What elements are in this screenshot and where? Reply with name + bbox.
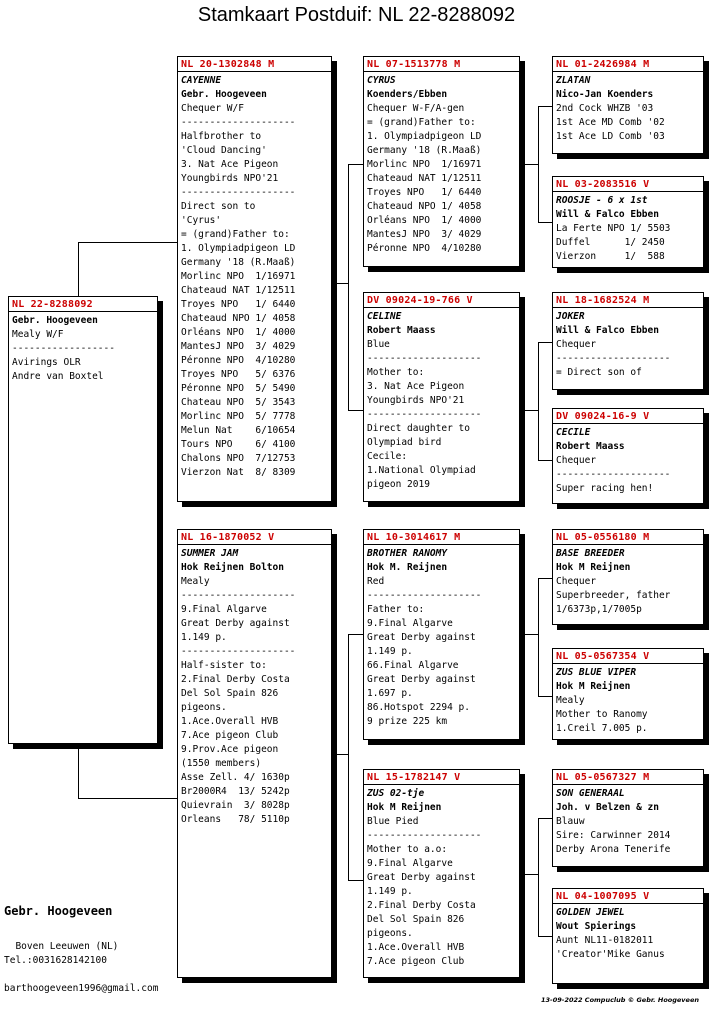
info-line: Morlinc NPO 1/16971 bbox=[181, 271, 296, 282]
connector bbox=[332, 754, 348, 755]
owner-name: Will & Falco Ebben bbox=[556, 209, 659, 220]
info-line: Chalons NPO 7/12753 bbox=[181, 453, 296, 464]
pigeon-card-mff[interactable] bbox=[552, 529, 704, 625]
info-line: Asse Zell. 4/ 1630p bbox=[181, 772, 290, 783]
info-line: Chequer W/F bbox=[181, 103, 244, 114]
info-line: Youngbirds NPO'21 bbox=[367, 395, 465, 406]
info-line: Blue Pied bbox=[367, 816, 419, 827]
info-line: 9.Prov.Ace pigeon bbox=[181, 744, 279, 755]
connector bbox=[538, 696, 552, 697]
owner-name: Wout Spierings bbox=[556, 921, 637, 932]
pigeon-card-mother[interactable] bbox=[177, 529, 332, 978]
pigeon-name: ZLATAN bbox=[556, 75, 591, 86]
pigeon-name: JOKER bbox=[556, 311, 585, 322]
info-line: 9.Final Algarve bbox=[367, 858, 453, 869]
info-line: Orleans 78/ 5110p bbox=[181, 814, 290, 825]
info-line: 1. Olympiadpigeon LD bbox=[181, 243, 296, 254]
owner-name: Hok M Reijnen bbox=[556, 562, 631, 573]
pigeon-name: CECILE bbox=[556, 427, 591, 438]
ring-number: DV 09024-16-9 V bbox=[553, 410, 703, 424]
info-line: La Ferte NPO 1/ 5503 bbox=[556, 223, 671, 234]
ring-number: NL 20-1302848 M bbox=[178, 58, 331, 72]
info-line: = (grand)Father to: bbox=[181, 229, 290, 240]
pigeon-name: ZUS BLUE VIPER bbox=[556, 667, 637, 678]
info-line: 9.Final Algarve bbox=[367, 618, 453, 629]
connector bbox=[538, 460, 552, 461]
info-line: -------------------- bbox=[181, 187, 296, 198]
info-line: Orléans NPO 1/ 4000 bbox=[181, 327, 296, 338]
pigeon-card-main[interactable] bbox=[8, 296, 158, 744]
connector bbox=[538, 818, 539, 936]
info-line: Blauw bbox=[556, 816, 585, 827]
connector bbox=[538, 106, 539, 222]
info-line: 1.149 p. bbox=[367, 886, 413, 897]
info-line: -------------------- bbox=[181, 590, 296, 601]
info-line: (1550 members) bbox=[181, 758, 262, 769]
info-line: Chateaud NAT 1/12511 bbox=[181, 285, 296, 296]
info-line: Germany '18 (R.Maaß) bbox=[367, 145, 482, 156]
breeder-phone: Tel.:0031628142100 bbox=[4, 955, 107, 966]
ring-number: NL 05-0567354 V bbox=[553, 650, 703, 664]
connector bbox=[332, 283, 348, 284]
info-line: pigeons. bbox=[367, 928, 413, 939]
pigeon-name: SUMMER JAM bbox=[181, 548, 239, 559]
info-line: 9 prize 225 km bbox=[367, 716, 448, 727]
owner-name: Hok M. Reijnen bbox=[367, 562, 448, 573]
info-line: 1.Creil 7.005 p. bbox=[556, 723, 648, 734]
pigeon-card-mother-mother[interactable] bbox=[363, 769, 520, 978]
info-line: ------------------ bbox=[12, 343, 115, 354]
pigeon-card-fmf[interactable] bbox=[552, 292, 704, 390]
info-line: Péronne NPO 5/ 5490 bbox=[181, 383, 296, 394]
info-line: Chateau NPO 5/ 3543 bbox=[181, 397, 296, 408]
info-line: Chateaud NPO 1/ 4058 bbox=[367, 201, 482, 212]
connector bbox=[538, 818, 552, 819]
ring-number: NL 04-1007095 V bbox=[553, 890, 703, 904]
info-line: 1/6373p,1/7005p bbox=[556, 604, 642, 615]
ring-number: DV 09024-19-766 V bbox=[364, 294, 519, 308]
connector bbox=[520, 410, 538, 411]
info-line: Mealy W/F bbox=[12, 329, 64, 340]
owner-name: Hok M Reijnen bbox=[556, 681, 631, 692]
info-line: Vierzon Nat 8/ 8309 bbox=[181, 467, 296, 478]
info-line: Del Sol Spain 826 bbox=[181, 688, 279, 699]
owner-name: Will & Falco Ebben bbox=[556, 325, 659, 336]
ring-number: NL 01-2426984 M bbox=[553, 58, 703, 72]
pigeon-card-father-mother[interactable] bbox=[363, 292, 520, 502]
info-line: 'Cloud Dancing' bbox=[181, 145, 267, 156]
pigeon-card-father[interactable] bbox=[177, 56, 332, 502]
connector bbox=[538, 342, 552, 343]
info-line: Mealy bbox=[181, 576, 210, 587]
ring-number: NL 18-1682524 M bbox=[553, 294, 703, 308]
connector bbox=[78, 798, 177, 799]
info-line: Br2000R4 13/ 5242p bbox=[181, 786, 290, 797]
owner-name: Gebr. Hoogeveen bbox=[181, 89, 267, 100]
info-line: MantesJ NPO 3/ 4029 bbox=[181, 341, 296, 352]
owner-name: Hok Reijnen Bolton bbox=[181, 562, 284, 573]
info-line: Mother to Ranomy bbox=[556, 709, 648, 720]
connector bbox=[348, 164, 363, 165]
info-line: -------------------- bbox=[556, 469, 671, 480]
pigeon-name: BASE BREEDER bbox=[556, 548, 625, 559]
connector bbox=[520, 164, 538, 165]
info-line: Aunt NL11-0182011 bbox=[556, 935, 654, 946]
connector bbox=[348, 634, 349, 880]
info-line: -------------------- bbox=[367, 590, 482, 601]
ring-number: NL 16-1870052 V bbox=[178, 531, 331, 545]
info-line: Duffel 1/ 2450 bbox=[556, 237, 665, 248]
pigeon-name: SON GENERAAL bbox=[556, 788, 625, 799]
pigeon-card-ffm[interactable] bbox=[552, 176, 704, 268]
connector bbox=[78, 242, 79, 296]
info-line: Youngbirds NPO'21 bbox=[181, 173, 279, 184]
info-line: -------------------- bbox=[556, 353, 671, 364]
connector bbox=[348, 410, 363, 411]
info-line: Great Derby against bbox=[367, 872, 476, 883]
owner-name: Nico-Jan Koenders bbox=[556, 89, 654, 100]
ring-number: NL 22-8288092 bbox=[9, 298, 157, 312]
connector bbox=[348, 880, 363, 881]
info-line: Great Derby against bbox=[367, 674, 476, 685]
breeder-location: Boven Leeuwen (NL) bbox=[4, 941, 119, 952]
ring-number: NL 07-1513778 M bbox=[364, 58, 519, 72]
info-line: Mother to: bbox=[367, 367, 425, 378]
ring-number: NL 03-2083516 V bbox=[553, 178, 703, 192]
info-line: 3. Nat Ace Pigeon bbox=[181, 159, 279, 170]
owner-name: Gebr. Hoogeveen bbox=[12, 315, 98, 326]
connector bbox=[520, 874, 538, 875]
info-line: Vierzon 1/ 588 bbox=[556, 251, 665, 262]
info-line: Chequer W-F/A-gen bbox=[367, 103, 465, 114]
info-line: -------------------- bbox=[181, 117, 296, 128]
footer-credit: 13-09-2022 Compuclub © Gebr. Hoogeveen bbox=[540, 996, 699, 1004]
info-line: Melun Nat 6/10654 bbox=[181, 425, 296, 436]
info-line: Olympiad bird bbox=[367, 437, 442, 448]
info-line: Father to: bbox=[367, 604, 425, 615]
owner-name: Joh. v Belzen & zn bbox=[556, 802, 659, 813]
info-line: Andre van Boxtel bbox=[12, 371, 104, 382]
info-line: 7.Ace pigeon Club bbox=[181, 730, 279, 741]
info-line: Cecile: bbox=[367, 451, 408, 462]
info-line: 2nd Cock WHZB '03 bbox=[556, 103, 654, 114]
info-line: Direct daughter to bbox=[367, 423, 470, 434]
pigeon-name: ZUS 02-tje bbox=[367, 788, 425, 799]
info-line: -------------------- bbox=[367, 409, 482, 420]
info-line: 2.Final Derby Costa bbox=[367, 900, 476, 911]
info-line: Chateaud NAT 1/12511 bbox=[367, 173, 482, 184]
connector bbox=[538, 106, 552, 107]
connector bbox=[538, 222, 552, 223]
info-line: 'Creator'Mike Ganus bbox=[556, 949, 665, 960]
connector bbox=[538, 578, 539, 696]
owner-name: Koenders/Ebben bbox=[367, 89, 448, 100]
info-line: 'Cyrus' bbox=[181, 215, 222, 226]
info-line: Half-sister to: bbox=[181, 660, 267, 671]
info-line: 1.149 p. bbox=[181, 632, 227, 643]
info-line: Derby Arona Tenerife bbox=[556, 844, 671, 855]
pigeon-name: BROTHER RANOMY bbox=[367, 548, 448, 559]
info-line: Chequer bbox=[556, 455, 597, 466]
info-line: Péronne NPO 4/10280 bbox=[367, 243, 482, 254]
info-line: = Direct son of bbox=[556, 367, 642, 378]
info-line: Troyes NPO 1/ 6440 bbox=[181, 299, 296, 310]
info-line: 1.697 p. bbox=[367, 688, 413, 699]
info-line: Morlinc NPO 1/16971 bbox=[367, 159, 482, 170]
ring-number: NL 10-3014617 M bbox=[364, 531, 519, 545]
pigeon-card-mmf[interactable] bbox=[552, 769, 704, 867]
info-line: pigeons. bbox=[181, 702, 227, 713]
info-line: Germany '18 (R.Maaß) bbox=[181, 257, 296, 268]
info-line: Troyes NPO 5/ 6376 bbox=[181, 369, 296, 380]
info-line: 1st Ace LD Comb '03 bbox=[556, 131, 665, 142]
info-line: 1.149 p. bbox=[367, 646, 413, 657]
pigeon-name: CYRUS bbox=[367, 75, 396, 86]
info-line: Avirings OLR bbox=[12, 357, 81, 368]
pigeon-card-mmm[interactable] bbox=[552, 888, 704, 984]
info-line: -------------------- bbox=[181, 646, 296, 657]
connector bbox=[348, 634, 363, 635]
info-line: Del Sol Spain 826 bbox=[367, 914, 465, 925]
info-line: Great Derby against bbox=[181, 618, 290, 629]
connector bbox=[538, 342, 539, 460]
info-line: 1st Ace MD Comb '02 bbox=[556, 117, 665, 128]
info-line: Péronne NPO 4/10280 bbox=[181, 355, 296, 366]
info-line: 86.Hotspot 2294 p. bbox=[367, 702, 470, 713]
breeder-name: Gebr. Hoogeveen bbox=[4, 904, 113, 918]
pigeon-name: CELINE bbox=[367, 311, 402, 322]
ring-number: NL 05-0567327 M bbox=[553, 771, 703, 785]
info-line: Chequer bbox=[556, 576, 597, 587]
ring-number: NL 15-1782147 V bbox=[364, 771, 519, 785]
info-line: -------------------- bbox=[367, 353, 482, 364]
owner-name: Robert Maass bbox=[556, 441, 625, 452]
info-line: Blue bbox=[367, 339, 390, 350]
info-line: Quievrain 3/ 8028p bbox=[181, 800, 290, 811]
info-line: -------------------- bbox=[367, 830, 482, 841]
connector bbox=[78, 744, 79, 798]
info-line: Morlinc NPO 5/ 7778 bbox=[181, 411, 296, 422]
info-line: 66.Final Algarve bbox=[367, 660, 459, 671]
info-line: Great Derby against bbox=[367, 632, 476, 643]
pigeon-card-mother-father[interactable] bbox=[363, 529, 520, 740]
breeder-email[interactable]: barthoogeveen1996@gmail.com bbox=[4, 983, 159, 994]
ring-number: NL 05-0556180 M bbox=[553, 531, 703, 545]
info-line: Mother to a.o: bbox=[367, 844, 448, 855]
info-line: Halfbrother to bbox=[181, 131, 262, 142]
connector bbox=[78, 242, 177, 243]
info-line: 1.Ace.Overall HVB bbox=[367, 942, 465, 953]
info-line: Superbreeder, father bbox=[556, 590, 671, 601]
connector bbox=[538, 578, 552, 579]
pigeon-card-fmm[interactable] bbox=[552, 408, 704, 504]
info-line: 9.Final Algarve bbox=[181, 604, 267, 615]
info-line: 2.Final Derby Costa bbox=[181, 674, 290, 685]
pigeon-name: ROOSJE - 6 x 1st bbox=[556, 195, 648, 206]
connector bbox=[520, 634, 538, 635]
info-line: Direct son to bbox=[181, 201, 256, 212]
info-line: 3. Nat Ace Pigeon bbox=[367, 381, 465, 392]
pigeon-card-mfm[interactable] bbox=[552, 648, 704, 740]
connector bbox=[348, 164, 349, 410]
info-line: Sire: Carwinner 2014 bbox=[556, 830, 671, 841]
owner-name: Robert Maass bbox=[367, 325, 436, 336]
pigeon-name: GOLDEN JEWEL bbox=[556, 907, 625, 918]
info-line: Tours NPO 6/ 4100 bbox=[181, 439, 296, 450]
pigeon-card-father-father[interactable] bbox=[363, 56, 520, 267]
info-line: 7.Ace pigeon Club bbox=[367, 956, 465, 967]
info-line: Troyes NPO 1/ 6440 bbox=[367, 187, 482, 198]
info-line: Mealy bbox=[556, 695, 585, 706]
page-title: Stamkaart Postduif: NL 22-8288092 bbox=[197, 4, 516, 26]
info-line: Chequer bbox=[556, 339, 597, 350]
info-line: Super racing hen! bbox=[556, 483, 654, 494]
info-line: Chateaud NPO 1/ 4058 bbox=[181, 313, 296, 324]
info-line: 1.Ace.Overall HVB bbox=[181, 716, 279, 727]
info-line: MantesJ NPO 3/ 4029 bbox=[367, 229, 482, 240]
info-line: Red bbox=[367, 576, 385, 587]
owner-name: Hok M Reijnen bbox=[367, 802, 442, 813]
info-line: 1. Olympiadpigeon LD bbox=[367, 131, 482, 142]
info-line: 1.National Olympiad bbox=[367, 465, 476, 476]
info-line: = (grand)Father to: bbox=[367, 117, 476, 128]
info-line: pigeon 2019 bbox=[367, 479, 430, 490]
pigeon-name: CAYENNE bbox=[181, 75, 222, 86]
connector bbox=[538, 936, 552, 937]
info-line: Orléans NPO 1/ 4000 bbox=[367, 215, 482, 226]
pigeon-card-fff[interactable] bbox=[552, 56, 704, 154]
